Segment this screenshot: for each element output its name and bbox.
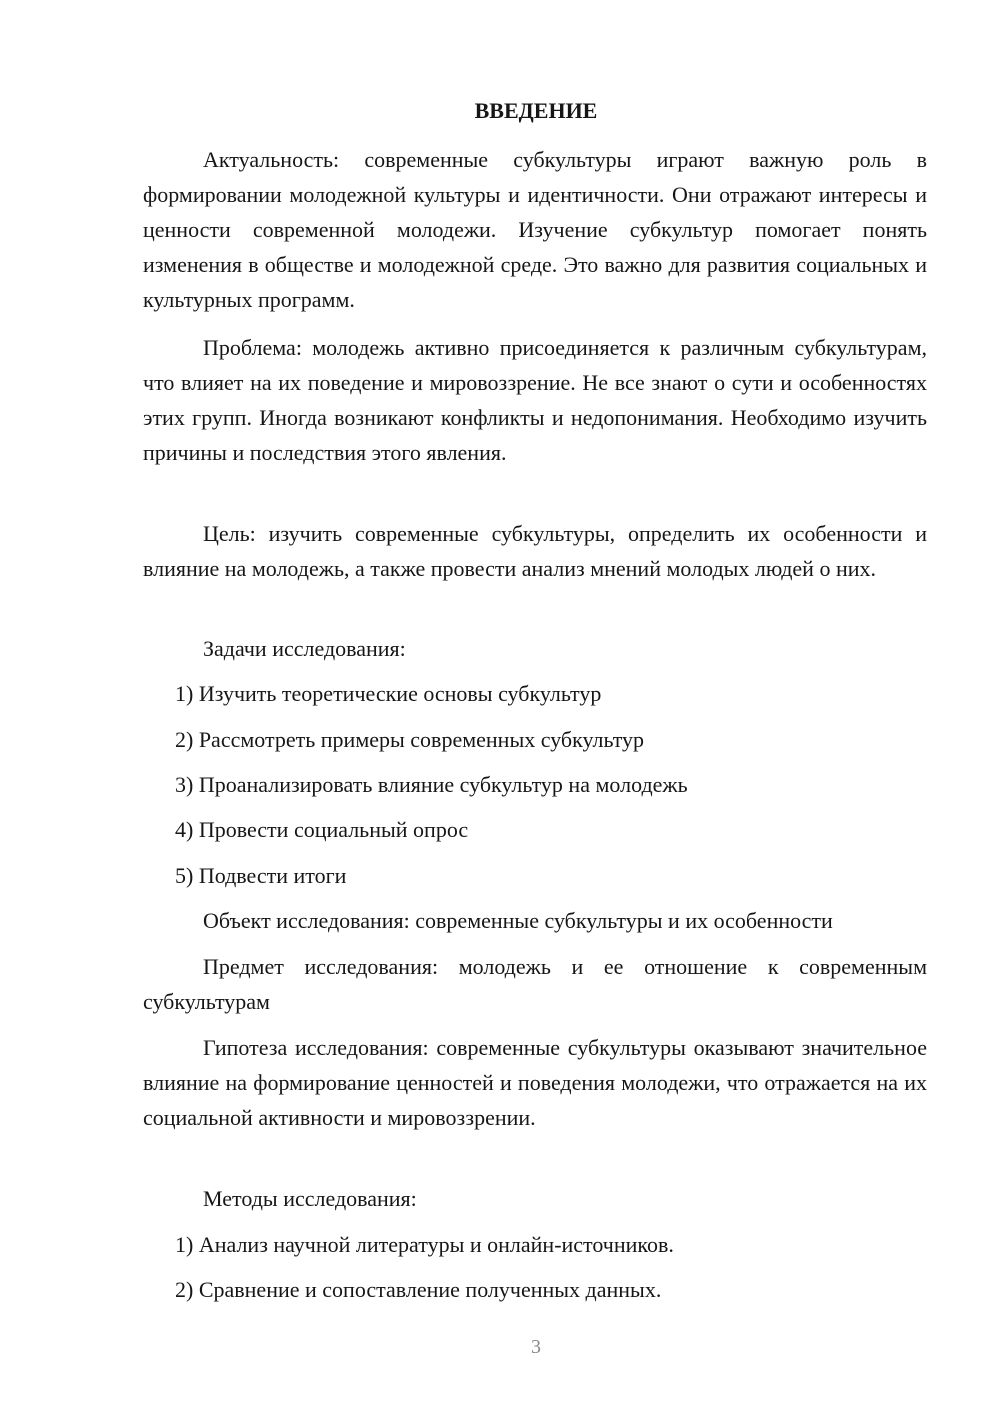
methods-heading: Методы исследования:: [203, 1186, 417, 1211]
goal-paragraph: Цель: изучить современные субкультуры, определить их особенности и влияние на молодежь, а также провести анализ мнений молодых людей о них.: [143, 521, 927, 581]
object-paragraph: Объект исследования: современные субкультуры и их особенности: [203, 908, 833, 933]
list-item: 2) Сравнение и сопоставление полученных данных.: [175, 1277, 662, 1302]
list-item: 5) Подвести итоги: [175, 863, 347, 888]
page-title: ВВЕДЕНИЕ: [474, 98, 598, 123]
list-item: 1) Изучить теоретические основы субкультур: [175, 681, 602, 706]
subject-paragraph: Предмет исследования: молодежь и ее отношение к современным субкультурам: [143, 954, 927, 1014]
list-item: 2) Рассмотреть примеры современных субкультур: [175, 727, 645, 752]
page-number: 3: [531, 1336, 541, 1358]
list-item: 1) Анализ научной литературы и онлайн-источников.: [175, 1232, 674, 1257]
hypothesis-paragraph: Гипотеза исследования: современные субкультуры оказывают значительное влияние на формирование ценностей и поведения молодежи, что отражается на их социальной активности и мировоззрении.: [143, 1035, 927, 1130]
relevance-paragraph: Актуальность: современные субкультуры играют важную роль в формировании молодежной культуры и идентичности. Они отражают интересы и ценности современной молодежи. Изучение субкультур помогает понять изменения в обществе и молодежной среде. Это важно для развития социальных и культурных программ.: [143, 147, 927, 312]
list-item: 3) Проанализировать влияние субкультур на молодежь: [175, 772, 688, 797]
problem-paragraph: Проблема: молодежь активно присоединяется к различным субкультурам, что влияет на их поведение и мировоззрение. Не все знают о сути и особенностях этих групп. Иногда возникают конфликты и недопонимания. Необходимо изучить причины и последствия этого явления.: [143, 335, 927, 465]
list-item: 4) Провести социальный опрос: [175, 817, 469, 842]
tasks-heading: Задачи исследования:: [203, 636, 406, 661]
